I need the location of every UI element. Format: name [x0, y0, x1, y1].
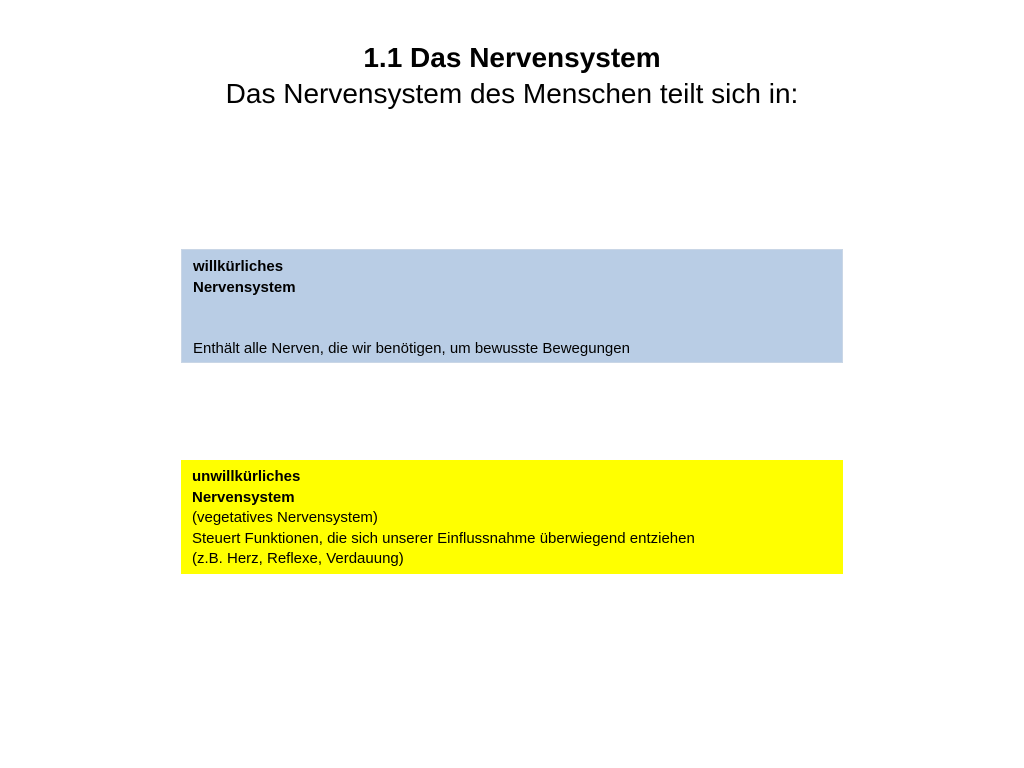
involuntary-description: Steuert Funktionen, die sich unserer Einflussnahme überwiegend entziehen: [192, 529, 695, 547]
spacer: [193, 298, 831, 339]
title-block: [0, 40, 1024, 112]
voluntary-description: Enthält alle Nerven, die wir benötigen, um bewusste Bewegungen: [193, 340, 630, 357]
voluntary-nervous-system-box: [181, 249, 843, 363]
involuntary-nervous-system-box: [181, 460, 843, 574]
involuntary-heading-line2: Nervensystem: [192, 488, 295, 506]
voluntary-heading-line1: willkürliches: [193, 258, 284, 275]
involuntary-subtitle: (vegetatives Nervensystem): [192, 509, 378, 526]
involuntary-examples: (z.B. Herz, Reflexe, Verdauung): [192, 550, 404, 567]
voluntary-heading-line2: Nervensystem: [193, 278, 296, 296]
involuntary-heading-line1: unwillkürliches: [192, 468, 301, 485]
slide-title: 1.1 Das Nervensystem: [363, 42, 661, 73]
slide-subtitle: Das Nervensystem des Menschen teilt sich in:: [225, 78, 799, 109]
